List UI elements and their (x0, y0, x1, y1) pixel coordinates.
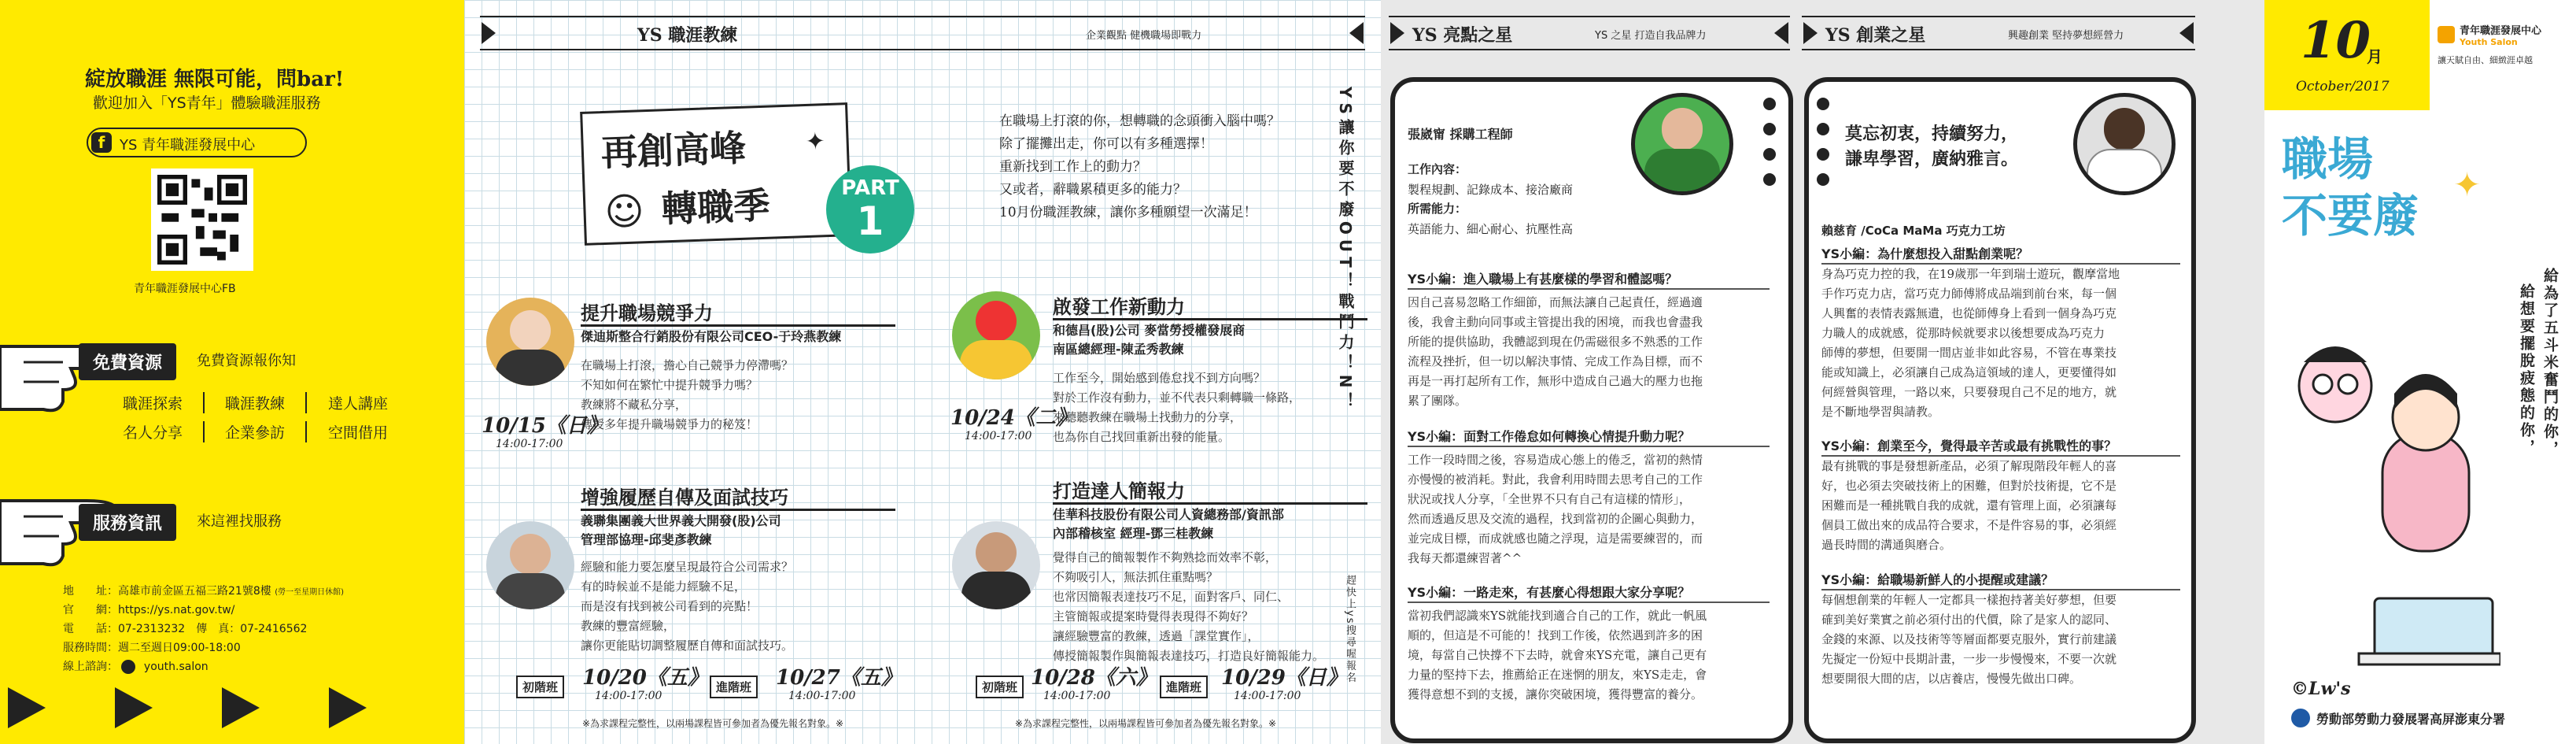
course-date: 10/15《日》 (482, 414, 607, 438)
issue-month: 10 (2301, 11, 2371, 70)
divider (1053, 318, 1367, 320)
issue-date: October/2017 (2296, 79, 2390, 94)
qa-answer: 身為巧克力控的我，在19歲那一年到瑞士遊玩，觀摩當地 手作巧克力店，當巧克力師傅將成品端到前台來，每一個 人興奮的表情表露無遺，也從師傅身上看到一個身為巧克 力職人的成就感，從那時候就要求以後想要成為巧克力 師傅的夢想，但要開一間店並非如此容易，不管在專業技 能或知識上，必須讓自己成為這領域的達人，更要懂得如 何經營與管理，一路以來，只要發現自己不足的地方，就 是不斷地學習與請教。 (1821, 267, 2120, 419)
highlight-star-header (1389, 16, 1790, 50)
coach-photo (486, 298, 574, 386)
intro-text: 在職場上打滾的你，想轉職的念頭衝入腦中嗎？ 除了擺攤出走，你可以有多種選擇！ 重新找到工作上的動力？ 又或者，辭職累積更多的能力？ 10月份職涯教練，讓你多種願望一次滿足！ (999, 113, 1280, 220)
sparkle-icon: ✦ (805, 128, 826, 156)
qa-question: YS小編：面對工作倦怠如何轉換心情提升動力呢？ (1408, 429, 1691, 444)
career-coach-panel (464, 0, 1381, 744)
highlight-star-card (1390, 77, 1793, 743)
link-career-coach[interactable]: 職涯教練 (205, 392, 307, 413)
divider (1408, 446, 1770, 447)
smile-icon: ☺ (603, 189, 645, 235)
course-title: 打造達人簡報力 (1053, 479, 1185, 502)
arrow-decor (329, 687, 367, 728)
level-basic-tag: 初階班 (976, 676, 1024, 698)
link-career-explore[interactable]: 職涯探索 (102, 392, 205, 413)
info-website[interactable]: 官 網：https://ys.nat.gov.tw/ (63, 604, 235, 616)
line-icon (121, 660, 135, 674)
arrow-right-icon (2179, 22, 2194, 44)
info-phone: 電 話：07-2313232 傳 真：07-2416562 (63, 623, 308, 635)
ability-value: 英語能力、細心耐心、抗壓性高 (1408, 222, 1574, 236)
course-title: 啟發工作新動力 (1053, 295, 1185, 318)
course-time: 14:00-17:00 (595, 690, 662, 702)
cover-panel (2264, 0, 2576, 744)
star-name: 賴慈育 /CoCa MaMa 巧克力工坊 (1821, 224, 2006, 238)
coach-photo (952, 521, 1040, 609)
youth-salon-logo-icon (2438, 26, 2455, 43)
highlight-star-subtitle: YS 之星 打造自我品牌力 (1595, 30, 1707, 42)
link-celebrity-share[interactable]: 名人分享 (102, 421, 205, 442)
star-photo (1631, 93, 1733, 195)
season-title-box (580, 102, 852, 246)
girl-illustration (2288, 339, 2500, 685)
job-content-value: 製程規劃、記錄成本、接洽廠商 (1408, 183, 1574, 197)
coach-photo (952, 291, 1040, 379)
cover-vertical-text-1: 給為了五斗米奮鬥的你， (2541, 268, 2559, 458)
course-date: 10/20《五》 (582, 666, 708, 690)
vertical-register-hint: 趕快上ys搜尋喔報名 (1344, 575, 1356, 684)
course-speaker: 傑迪斯整合行銷股份有限公司CEO-于玲燕教練 (581, 329, 842, 344)
issue-month-unit: 月 (2367, 47, 2382, 66)
course-title: 提升職場競爭力 (581, 302, 713, 324)
arrow-right-icon (1774, 22, 1788, 44)
divider (581, 324, 895, 327)
qa-question: YS小編：給職場新鮮人的小提醒或建議？ (1821, 572, 2054, 587)
link-expert-talk[interactable]: 達人講座 (327, 395, 388, 413)
link-company-visit[interactable]: 企業參訪 (205, 421, 307, 442)
footer-org: 勞動部勞動力發展署高屏澎東分署 (2291, 709, 2505, 727)
job-content-label: 工作內容： (1408, 162, 1467, 176)
season-title-line2: 轉職季 (660, 183, 771, 231)
info-online-consult[interactable]: 線上諮詢： youth.salon (63, 661, 209, 673)
course-time: 14:00-17:00 (496, 438, 563, 450)
career-coach-subtitle: 企業觀點 健機職場即戰力 (1086, 30, 1202, 42)
facebook-link[interactable] (87, 128, 307, 157)
yellow-info-panel (0, 0, 464, 744)
info-hours: 服務時間：週二至週日09:00-18:00 (63, 642, 241, 654)
free-resources-desc: 免費資源報你知 (197, 353, 296, 369)
divider (1053, 502, 1367, 505)
ministry-logo-icon (2291, 709, 2310, 727)
divider (1408, 601, 1770, 603)
course-date-2: 10/27《五》 (776, 666, 902, 690)
arrow-left-icon (482, 22, 496, 44)
date-block (2264, 0, 2430, 110)
startup-quote: 莫忘初衷，持續努力， 謙卑學習，廣納雅言。 (1845, 124, 2019, 169)
qa-question: YS小編：創業至今，覺得最辛苦或最有挑戰性的事？ (1821, 439, 2117, 453)
facebook-icon: f (91, 132, 112, 153)
sparkle-icon: ✦ (2453, 165, 2482, 204)
qa-answer: 最有挑戰的事是發想新產品，必須了解現階段年輕人的喜 好，也必須去突破技術上的困難，但對於技術提，它不是 困難而是一種挑戰自我的成就，還有管理上面，必須讓每 個員工做出來的成品符合要求，不是件容易的事，必須經 過長時間的溝通與磨合。 (1821, 459, 2117, 552)
part-badge: PART 1 (826, 165, 914, 254)
arrow-decor (115, 687, 153, 728)
service-info-tag[interactable]: 服務資訊 (79, 504, 176, 541)
course-time: 14:00-17:00 (1043, 690, 1111, 702)
arrow-left-icon (1803, 22, 1818, 44)
vertical-slogan: YS讓你要不廢OUT！戰鬥力！N！ (1336, 87, 1355, 413)
startup-star-subtitle: 興趣創業 堅持夢想經營力 (2008, 30, 2124, 42)
career-coach-title: YS 職涯教練 (637, 25, 738, 46)
star-photo (2073, 93, 2176, 195)
ability-label: 所需能力： (1408, 202, 1467, 216)
divider (1408, 288, 1770, 290)
course-date: 10/28《六》 (1031, 666, 1157, 690)
qr-code[interactable] (151, 168, 253, 271)
arrow-decor (8, 687, 46, 728)
qa-question: YS小編：進入職場上有甚麼樣的學習和體認嗎？ (1408, 272, 1678, 287)
highlight-star-title: YS 亮點之星 (1412, 25, 1513, 46)
arrow-right-icon (1349, 22, 1364, 44)
illustrator-signature: ©Lw's (2291, 679, 2351, 699)
dot-column-decor (1763, 98, 1779, 198)
qa-answer: 當初我們認識來YS就能找到適合自己的工作，就此一帆風 順的，但這是不可能的！找到工作後，依然遇到許多的困 境，每當自己快撐不下去時，就會來YS充電，讓自己更有 力量的堅持下去，推薦給正在迷惘的朋友，來YS走走，會 獲得意想不到的支援，讓你突破困境，獲得豐富的養分。 (1408, 609, 1707, 701)
course-desc: 經驗和能力要怎麼呈現最符合公司需求？ 有的時候並不是能力經驗不足， 而是沒有找到被公司看到的亮點！ 教練的豐富經驗， 讓你更能貼切調整履歷自傳和面試技巧。 (581, 560, 794, 653)
course-date: 10/24《二》 (950, 406, 1076, 430)
course-desc: 在職場上打滾，擔心自己競爭力停滯嗎？ 不知如何在繁忙中提升競爭力嗎？ 教練將不藏私分享， 傳授多年提升職場競爭力的秘笈！ (581, 358, 794, 431)
qa-question: YS小編：為什麼想投入甜點創業呢？ (1821, 246, 2029, 261)
divider (581, 509, 895, 511)
qr-caption: 青年職涯發展中心FB (134, 283, 236, 295)
course-desc: 覺得自己的簡報製作不夠熟捻而效率不彰， 不夠吸引人，無法抓住重點嗎？ 也常因簡報表達技巧不足，面對客戶、同仁、 主管簡報或提案時覺得表現得不夠好？ 讓經驗豐富的教練，透過「課堂實作」， 傳授簡報製作與簡報表達技巧，打造良好簡報能力。 (1053, 550, 1325, 663)
course-note: ※為求課程完整性，以兩場課程皆可參加者為優先報名對象。※ (582, 718, 844, 729)
level-advanced-tag: 進階班 (1160, 676, 1208, 698)
startup-star-header (1802, 16, 2195, 50)
qa-answer: 工作一段時間之後，容易造成心態上的倦乏，當初的熱情 亦慢慢的被消耗。對此，我會利用時間去思考自己的工作 狀況或找人分享，「全世界不只有自己有這樣的情形」， 然而透過反思及交流的過程，找到當初的企圖心與動力， 並完成目標，而成就感也隨之浮現，這是需要練習的，而 我每天都還練習著^^ (1408, 453, 1703, 565)
slogan-title: 綻放職涯 無限可能，問bar! (85, 68, 345, 91)
slogan-subtitle: 歡迎加入「YS青年」體驗職涯服務 (93, 94, 321, 112)
qa-answer: 因自己喜易忽略工作細節，而無法讓自己起責任，經過適 後，我會主動向同事或主管提出我的困境，而我也會盡我 所能的提供協助，我體認到現在仍需磁很多不熟悉的工作 流程及挫折，但一切以解決事情、完成工作為目標，而不 再是一再打起所有工作，無形中造成自己過大的壓力也拖 累了團隊。 (1408, 295, 1703, 408)
stars-panel (1381, 0, 2264, 744)
course-speaker: 佳華科技股份有限公司人資總務部/資訊部 內部稽核室 經理-鄧三桂教練 (1053, 507, 1284, 541)
free-resources-tag[interactable]: 免費資源 (79, 343, 176, 380)
arrow-left-icon (1390, 22, 1404, 44)
star-name: 張崴甯 採購工程師 (1408, 127, 1513, 142)
career-coach-header (480, 16, 1365, 50)
qa-question: YS小編：一路走來，有甚麼心得想跟大家分享呢？ (1408, 585, 1691, 600)
season-title-line1: 再創高峰 (600, 126, 747, 175)
course-date-2: 10/29《日》 (1221, 666, 1347, 690)
facebook-label: YS 青年職涯發展中心 (120, 137, 256, 154)
org-logo: 青年職涯發展中心 Youth Salon 讓天賦自由、細緻涯卓越 (2438, 25, 2542, 65)
cover-headline-line2: 不要廢 (2282, 189, 2419, 242)
course-time: 14:00-17:00 (965, 430, 1032, 442)
link-space-rental[interactable]: 空間借用 (327, 424, 388, 442)
course-note: ※為求課程完整性，以兩場課程皆可參加者為優先報名對象。※ (1015, 718, 1277, 729)
qa-answer: 每個想創業的年輕人一定都具一樣抱持著美好夢想，但要 確到美好業實之前必須付出的代價，除了是家人的認同、 金錢的來源、以及技術等等層面都要克服外，實行前建議 先擬定一份短中長期計畫，一步一步慢慢來，不要一次就 想要開很大間的店，以店養店，慢慢先做出口碑。 (1821, 593, 2117, 686)
level-advanced-tag: 進階班 (710, 676, 758, 698)
info-address: 地 址：高雄市前金區五福三路21號8樓 (勞一至星期日休館) (63, 585, 344, 598)
coach-photo (486, 521, 574, 609)
course-time-2: 14:00-17:00 (1234, 690, 1301, 702)
qr-code-icon (157, 175, 247, 265)
course-speaker: 義聯集團義大世界義大開發(股)公司 管理部協理-邱斐彥教練 (581, 513, 781, 547)
course-time-2: 14:00-17:00 (788, 690, 856, 702)
cover-headline-line1: 職場 (2282, 132, 2374, 186)
free-resources-links (102, 392, 417, 442)
startup-star-title: YS 創業之星 (1825, 25, 1926, 46)
course-desc: 工作至今，開始感到倦怠找不到方向嗎？ 對於工作沒有動力，並不代表只剩轉職一條路， 來聽聽教練在職場上找動力的分享， 也為你自己找回重新出發的能量。 (1053, 371, 1301, 444)
cover-vertical-text-2: 給想要擺脫疲態的你， (2518, 283, 2535, 457)
level-basic-tag: 初階班 (516, 676, 564, 698)
course-title: 增強履歷自傳及面試技巧 (581, 486, 788, 509)
arrow-decor (222, 687, 260, 728)
dot-column-decor (1817, 98, 1832, 198)
startup-star-card (1804, 77, 2196, 743)
course-speaker: 和德昌(股)公司 麥當勞授權發展商 南區總經理-陳孟秀教練 (1053, 323, 1246, 357)
service-info-desc: 來這裡找服務 (197, 513, 282, 530)
